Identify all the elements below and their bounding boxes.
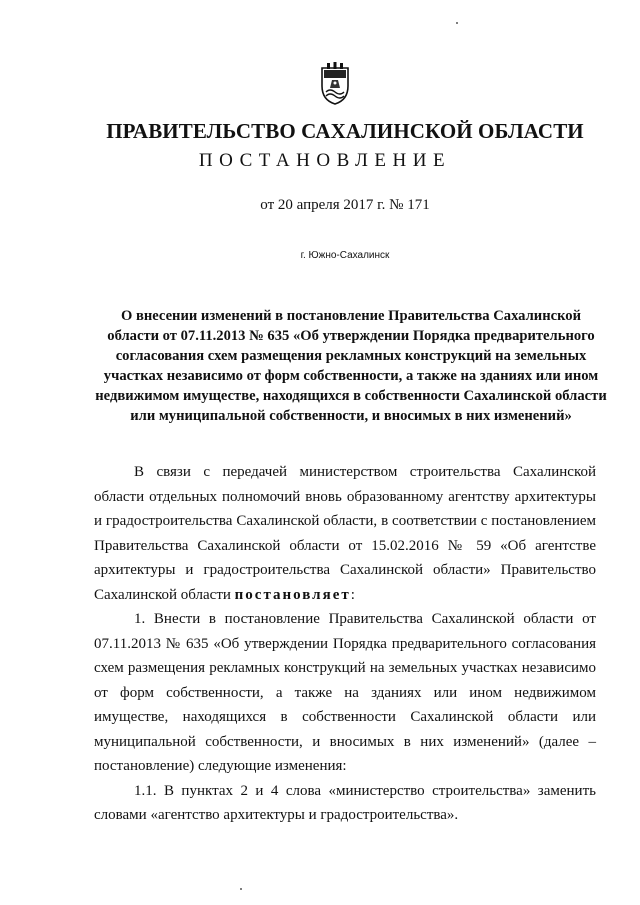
document-body (94, 460, 596, 828)
city-line: г. Южно-Сахалинск (300, 250, 390, 261)
scan-speck (240, 888, 242, 890)
decree-colon: : (350, 586, 355, 603)
item-1-1-paragraph: 1.1. В пунктах 2 и 4 слова «министерство строительства» заменить словами «агентство архитектуры и градостроительства». (94, 782, 596, 823)
preamble-paragraph (94, 460, 596, 607)
document-type: ПОСТАНОВЛЕНИЕ (198, 150, 452, 171)
preamble-text: В связи с передачей министерством строительства Сахалинской области отдельных полномочий вновь образованному агентству архитектуры и градостроительства Сахалинской области, в соответствии с постановлением Правительства Сахалинской области от 15.02.2016 № 59 «Об агентстве архитектуры и градостроительства Сахалинской области» Правительство Сахалинской области (94, 464, 596, 603)
government-title: ПРАВИТЕЛЬСТВО САХАЛИНСКОЙ ОБЛАСТИ (106, 119, 584, 143)
scan-speck (456, 22, 458, 24)
document-subject: О внесении изменений в постановление Правительства Сахалинской области от 07.11.2013 № 635 «Об утверждении Порядка предварительного согласования схем размещения рекламных конструкций на земельных участках независимо от форм собственности, а также на зданиях или ином недвижимом имуществе, находящихся в собственности Сахалинской области или муниципальной собственности, и вносимых в них изменений» (95, 308, 607, 424)
item-1-paragraph: 1. Внести в постановление Правительства Сахалинской области от 07.11.2013 № 635 «Об утверждении Порядка предварительного согласования схем размещения рекламных конструкций на земельных участках независимо от форм собственности, а также на зданиях или ином недвижимом имуществе, находящихся в собственности Сахалинской области или муниципальной собственности, и вносимых в них изменений» (далее – постановление) следующие изменения: (94, 611, 596, 774)
date-number-line: от 20 апреля 2017 г. № 171 (260, 197, 430, 213)
decree-word: постановляет (234, 586, 351, 603)
sakhalin-coat-of-arms-icon (318, 62, 352, 106)
